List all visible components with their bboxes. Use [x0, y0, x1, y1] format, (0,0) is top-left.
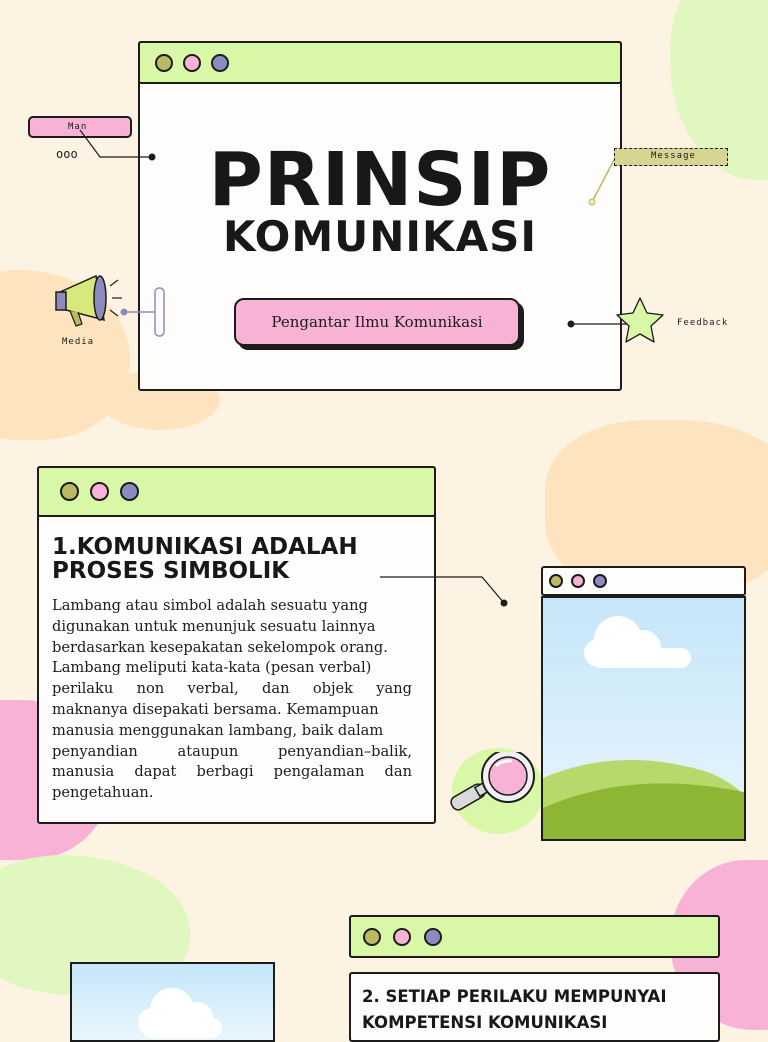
body-line: berdasarkan kesepakatan sekelompok orang.	[52, 638, 388, 656]
window-dot-pink	[571, 574, 585, 588]
window-dot-olive	[60, 482, 79, 501]
window-dot-purple	[424, 928, 442, 946]
section1-body	[52, 596, 412, 804]
side-handle	[155, 288, 164, 336]
window-dot-purple	[120, 482, 139, 501]
body-line: penyandian ataupun penyandian–balik,	[52, 742, 412, 760]
subtitle-text: Pengantar Ilmu Komunikasi	[271, 313, 483, 331]
window-dot-olive	[549, 574, 563, 588]
section1-connector	[370, 570, 515, 610]
section1-heading-line2: PROSES SIMBOLIK	[52, 558, 290, 584]
message-label: Message	[651, 151, 696, 161]
window-dot-olive	[363, 928, 381, 946]
body-line: manusia dapat berbagi pengalaman dan	[52, 763, 412, 781]
section2-heading-line1: 2. SETIAP PERILAKU MEMPUNYAI	[362, 987, 667, 1006]
body-line: Lambang atau simbol adalah sesuatu yang	[52, 597, 368, 614]
cloud-icon	[138, 988, 222, 1038]
cover-title-line2: KOMUNIKASI	[223, 212, 537, 261]
body-line: pengetahuan.	[52, 784, 154, 802]
landscape-image-2	[70, 962, 275, 1042]
body-line: perilaku non verbal, dan objek yang	[52, 680, 412, 698]
media-label: Media	[62, 337, 95, 347]
landscape-image	[541, 596, 746, 841]
message-connector-line	[592, 160, 614, 202]
man-connector-line	[80, 130, 152, 157]
landscape-illustration	[543, 598, 746, 841]
cloud-icon	[584, 616, 691, 668]
magnifier-icon	[436, 752, 546, 832]
window-dot-purple	[593, 574, 607, 588]
man-connector-dot	[149, 154, 156, 161]
body-line: Lambang meliputi kata-kata (pesan verbal)	[52, 659, 372, 677]
star-icon	[617, 298, 663, 342]
window-dot-pink	[90, 482, 109, 501]
feedback-connector-dot	[568, 321, 575, 328]
body-line: digunakan untuk menunjuk sesuatu lainnya	[52, 617, 376, 635]
feedback-label: Feedback	[677, 318, 729, 328]
cover-title-line1: PRINSIP	[208, 137, 552, 223]
section1-heading-line1: 1.KOMUNIKASI ADALAH	[52, 534, 358, 560]
section2-heading-line2: KOMPETENSI KOMUNIKASI	[362, 1013, 608, 1032]
man-dots: ooo	[56, 147, 78, 161]
megaphone-icon	[56, 276, 122, 326]
landscape-illustration	[72, 964, 275, 1042]
body-line: manusia menggunakan lambang, baik dalam	[52, 721, 384, 739]
man-label: Man	[68, 122, 88, 132]
window-dot-pink	[393, 928, 411, 946]
cover-decorations	[0, 0, 768, 420]
body-line: maknanya disepakati bersama. Kemampuan	[52, 700, 379, 718]
